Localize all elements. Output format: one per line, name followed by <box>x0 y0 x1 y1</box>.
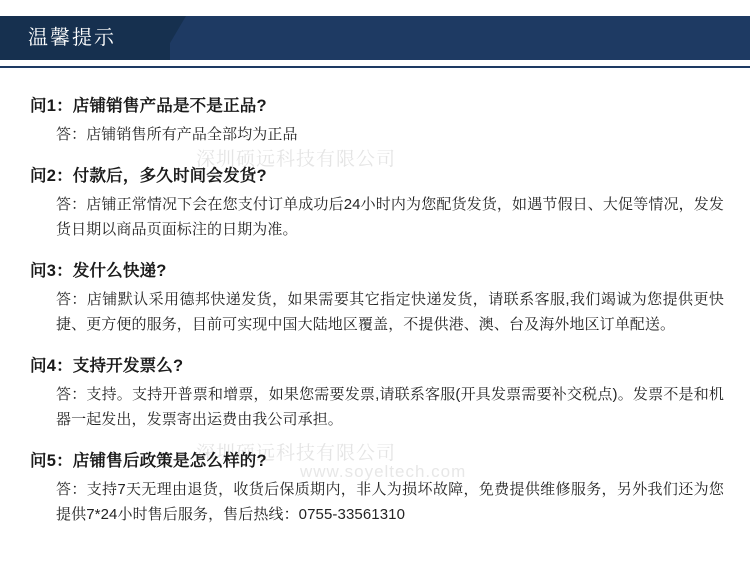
header-divider <box>0 66 750 68</box>
faq-answer-text: 店铺销售所有产品全部均为正品 <box>86 126 298 143</box>
faq-answer-label: 答： <box>56 196 87 213</box>
faq-item <box>30 164 724 242</box>
faq-answer-text: 支持7天无理由退货，收货后保质期内，非人为损坏故障，免费提供维修服务，另外我们还为您提供7*24小时售后服务，售后热线：0755-33561310 <box>56 481 725 523</box>
faq-answer-label: 答： <box>56 291 87 308</box>
faq-item <box>30 354 724 432</box>
faq-answer <box>30 122 724 147</box>
page-header <box>0 0 750 72</box>
faq-answer-text: 支持。支持开普票和增票，如果您需要发票,请联系客服(开具发票需要补交税点)。发票不是和机器一起发出，发票寄出运费由我公司承担。 <box>56 386 724 428</box>
watermark-company-bottom: 深圳硕远科技有限公司 <box>196 443 397 464</box>
page-title: 温馨提示 <box>28 27 116 49</box>
faq-item <box>30 259 724 337</box>
faq-question: 问3：发什么快递? <box>30 262 167 280</box>
watermark-website: www.soyeltech.com <box>300 462 467 481</box>
faq-question: 问1：店铺销售产品是不是正品? <box>30 97 267 115</box>
header-wedge-shape <box>160 16 186 60</box>
faq-answer-label: 答： <box>56 386 87 403</box>
faq-answer <box>30 477 724 527</box>
faq-answer-label: 答： <box>56 126 87 143</box>
faq-list <box>0 72 750 527</box>
faq-question: 问5：店铺售后政策是怎么样的? <box>30 452 267 470</box>
watermark-company-top: 深圳硕远科技有限公司 <box>196 149 397 170</box>
faq-item <box>30 94 724 147</box>
faq-answer <box>30 287 724 337</box>
faq-answer <box>30 382 724 432</box>
faq-item <box>30 449 724 527</box>
faq-question: 问2：付款后，多久时间会发货? <box>30 167 267 185</box>
faq-answer <box>30 192 724 242</box>
faq-answer-label: 答： <box>56 481 87 498</box>
faq-answer-text: 店铺默认采用德邦快递发货，如果需要其它指定快递发货，请联系客服,我们竭诚为您提供更快捷、更方便的服务，目前可实现中国大陆地区覆盖，不提供港、澳、台及海外地区订单配送。 <box>56 291 724 333</box>
faq-answer-text: 店铺正常情况下会在您支付订单成功后24小时内为您配货发货，如遇节假日、大促等情况，发发货日期以商品页面标注的日期为准。 <box>56 196 724 238</box>
faq-question: 问4：支持开发票么? <box>30 357 184 375</box>
